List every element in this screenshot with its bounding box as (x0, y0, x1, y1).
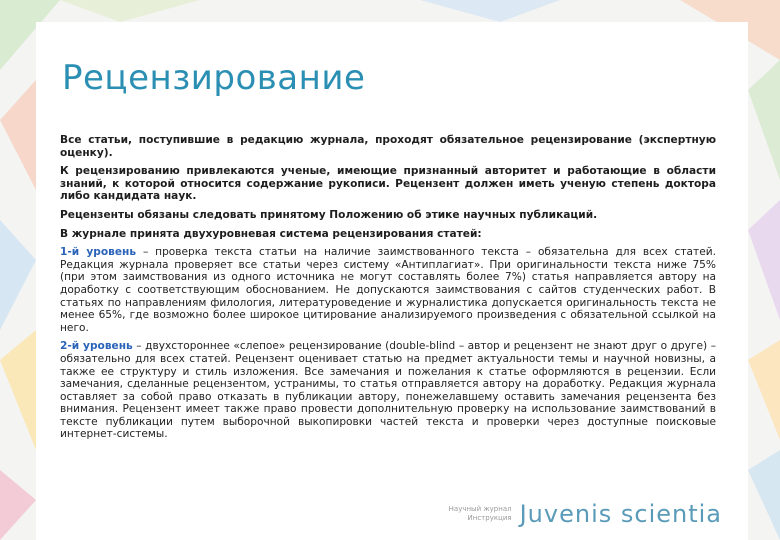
level-2-label: 2-й уровень (60, 340, 133, 353)
slide-title: Рецензирование (62, 58, 366, 98)
logo-caption (449, 505, 512, 523)
level-2-text: – двухстороннее «слепое» рецензирование (double-blind – автор и рецензент не знают друг о друге) – обязательно для всех статей. Рецензент оценивает статью на предмет актуальности темы и научной новизны, а также ее структуру и стиль изложения. Все замечания и пожелания к статье оформляются в рецензии. Если замечания, сделанные рецензентом, устранимы, то статья отправляется автору на доработку. Редакция журнала оставляет за собой право отказать в публикации автору, понежелавшему оставить замечания рецензента без внимания. Рецензент имеет также право провести дополнительную проверку на использование заимствований в тексте публикации путем выборочной выкопировки частей текста и проверки через доступные поисковые интернет-системы. (60, 340, 716, 441)
slide-content (60, 134, 716, 447)
slide-card (36, 22, 748, 540)
journal-logo-block (449, 500, 722, 528)
level-2-paragraph (60, 340, 716, 441)
logo-caption-line-1: Научный журнал (448, 505, 512, 513)
paragraph-1: Все статьи, поступившие в редакцию журнала, проходят обязательное рецензирование (экспертную оценку). (60, 134, 716, 159)
journal-logo: Juvenis scientia (519, 500, 722, 528)
level-1-text: – проверка текста статьи на наличие заимствованного текста – обязательна для всех статей. Редакция журнала проверяет все статьи через систему «Антиплагиат». При оригинальности текста ниже 75% (при этом заимствования из одного источника не могут составлять более 7%) статья направляется автору на доработку с соответствующим обоснованием. Не допускаются заимствования с сайтов студенческих работ. В статьях по направлениям филология, литературоведение и журналистика допускается оригинальность текста не менее 65%, где возможно более широкое цитирование анализируемого произведения с обязательной ссылкой на него. (60, 246, 716, 334)
logo-caption-line-2: Инструкция (467, 514, 512, 522)
level-1-paragraph (60, 246, 716, 334)
paragraph-3: Рецензенты обязаны следовать принятому Положению об этике научных публикаций. (60, 208, 598, 221)
level-1-label: 1-й уровень (60, 246, 137, 259)
paragraph-2: К рецензированию привлекаются ученые, имеющие признанный авторитет и работающие в области знаний, к которой относится содержание рукописи. Рецензент должен иметь ученую степень доктора либо кандидата наук. (60, 165, 716, 203)
paragraph-4: В журнале принята двухуровневая система рецензирования статей: (60, 227, 482, 240)
